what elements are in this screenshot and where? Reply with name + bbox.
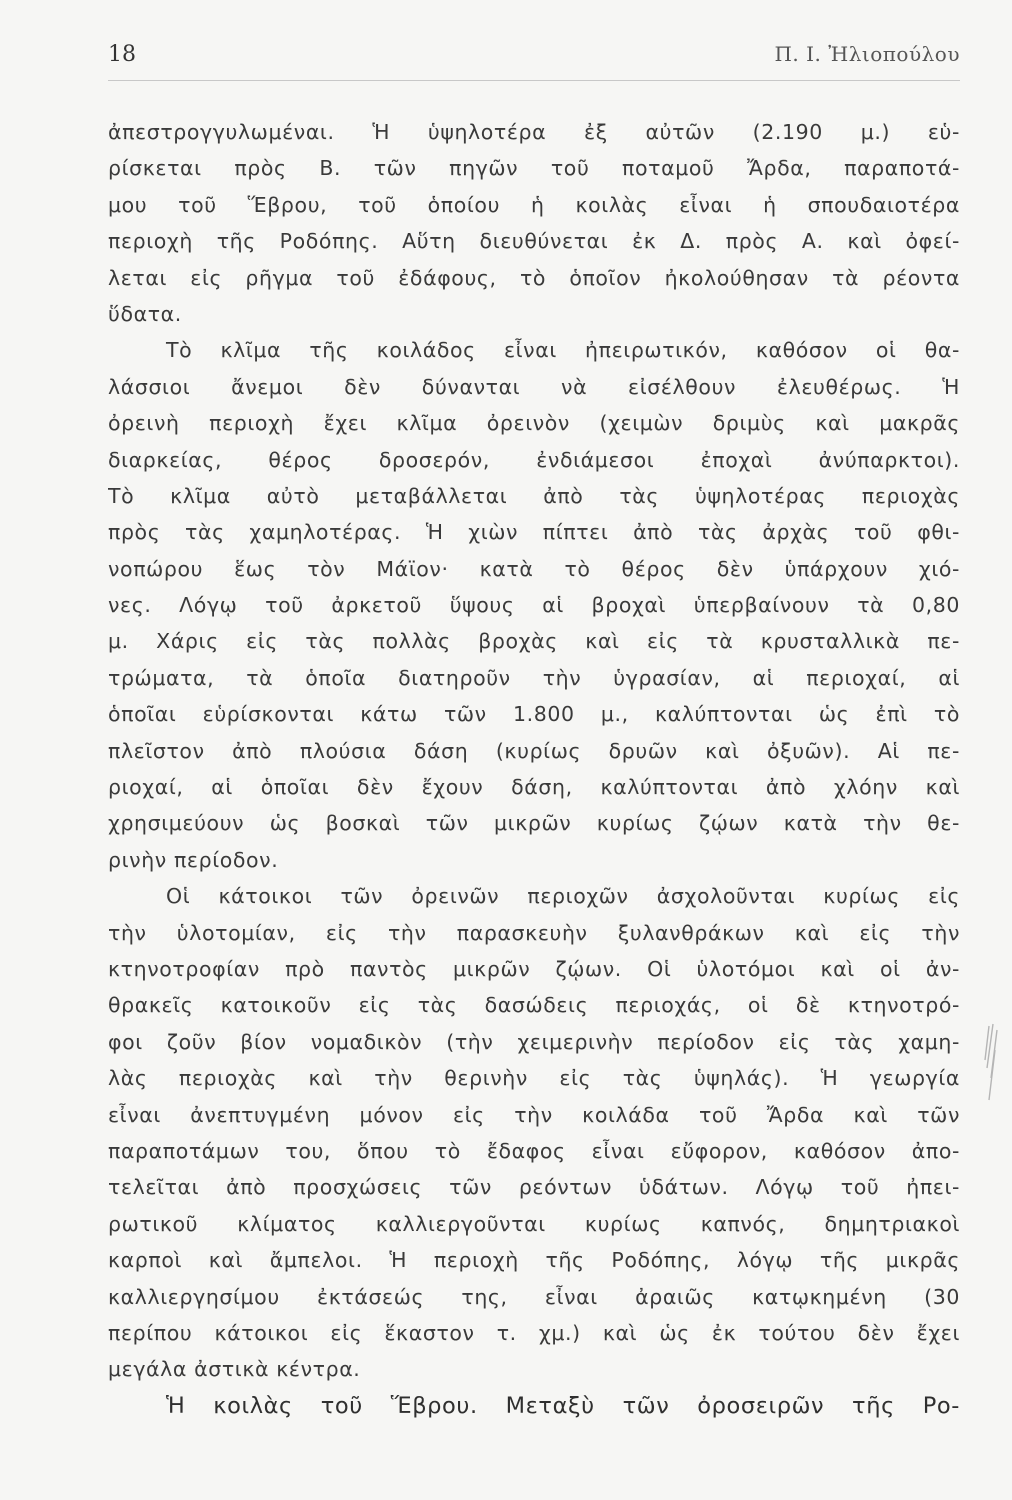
text-line: μεγάλα ἀστικὰ κέντρα.	[108, 1357, 361, 1382]
text-line: ὕδατα.	[108, 301, 182, 326]
text-line: τρώματα, τὰ ὁποῖα διατηροῦν τὴν ὑγρασίαν, αἱ περιοχαί, αἱ	[108, 665, 960, 690]
text-line: περιοχὴ τῆς Ροδόπης. Αὕτη διευθύνεται ἐκ Δ. πρὸς Α. καὶ ὀφεί-	[108, 229, 960, 254]
text-line: ὁποῖαι εὑρίσκονται κάτω τῶν 1.800 μ., καλύπτονται ὡς ἐπὶ τὸ	[108, 702, 960, 727]
text-line: καλλιεργησίμου ἐκτάσεώς της, εἶναι ἀραιῶς κατῳκημένη (30	[108, 1284, 960, 1309]
text-line: ρινὴν περίοδον.	[108, 847, 279, 872]
text-line: λάσσιοι ἄνεμοι δὲν δύνανται νὰ εἰσέλθουν ἐλευθέρως. Ἡ	[108, 374, 960, 399]
text-line: κτηνοτροφίαν πρὸ παντὸς μικρῶν ζῴων. Οἱ ὑλοτόμοι καὶ οἱ ἀν-	[108, 956, 960, 981]
body-text	[108, 114, 960, 1424]
text-line: φοι ζοῦν βίον νομαδικὸν (τὴν χειμερινὴν περίοδον εἰς τὰς χαμη-	[108, 1029, 960, 1054]
page-number: 18	[108, 42, 136, 67]
text-line: Ἡ κοιλὰς τοῦ Ἕβρου. Μεταξὺ τῶν ὀροσειρῶν τῆς Ρο-	[166, 1392, 960, 1419]
text-line: θρακεῖς κατοικοῦν εἰς τὰς δασώδεις περιοχάς, οἱ δὲ κτηνοτρό-	[108, 993, 960, 1018]
text-line: λὰς περιοχὰς καὶ τὴν θερινὴν εἰς τὰς ὑψηλάς). Ἡ γεωργία	[108, 1066, 960, 1091]
page-header	[108, 42, 960, 76]
running-head: Π. Ι. Ἠλιοπούλου	[774, 42, 960, 66]
text-line: εἶναι ἀνεπτυγμένη μόνον εἰς τὴν κοιλάδα τοῦ Ἄρδα καὶ τῶν	[108, 1102, 960, 1127]
text-line: χρησιμεύουν ὡς βοσκαὶ τῶν μικρῶν κυρίως ζῴων κατὰ τὴν θε-	[108, 811, 960, 836]
text-line: Οἱ κάτοικοι τῶν ὀρεινῶν περιοχῶν ἀσχολοῦνται κυρίως εἰς	[166, 884, 960, 909]
text-line: πρὸς τὰς χαμηλοτέρας. Ἡ χιὼν πίπτει ἀπὸ τὰς ἀρχὰς τοῦ φθι-	[108, 520, 960, 545]
text-line: ἀπεστρογγυλωμέναι. Ἡ ὑψηλοτέρα ἐξ αὐτῶν (2.190 μ.) εὑ-	[108, 120, 960, 144]
text-line: ὀρεινὴ περιοχὴ ἔχει κλῖμα ὀρεινὸν (χειμὼν δριμὺς καὶ μακρᾶς	[108, 411, 960, 436]
text-line: περίπου κάτοικοι εἰς ἕκαστον τ. χμ.) καὶ ὡς ἐκ τούτου δὲν ἔχει	[108, 1320, 960, 1345]
pencil-margin-mark	[975, 1020, 1005, 1120]
text-line: λεται εἰς ρῆγμα τοῦ ἐδάφους, τὸ ὁποῖον ἠκολούθησαν τὰ ρέοντα	[108, 265, 960, 290]
text-line: μ. Χάρις εἰς τὰς πολλὰς βροχὰς καὶ εἰς τὰ κρυσταλλικὰ πε-	[108, 629, 960, 654]
text-line: πλεῖστον ἀπὸ πλούσια δάση (κυρίως δρυῶν καὶ ὀξυῶν). Αἱ πε-	[108, 738, 960, 763]
text-line: ρωτικοῦ κλίματος καλλιεργοῦνται κυρίως καπνός, δημητριακοὶ	[108, 1211, 960, 1236]
text-line: καρποὶ καὶ ἄμπελοι. Ἡ περιοχὴ τῆς Ροδόπης, λόγῳ τῆς μικρᾶς	[108, 1248, 960, 1273]
text-line: παραποτάμων του, ὅπου τὸ ἔδαφος εἶναι εὔφορον, καθόσον ἀπο-	[108, 1138, 960, 1163]
text-line: τελεῖται ἀπὸ προσχώσεις τῶν ρεόντων ὑδάτων. Λόγῳ τοῦ ἠπει-	[108, 1175, 960, 1200]
text-line: νοπώρου ἕως τὸν Μάϊον· κατὰ τὸ θέρος δὲν ὑπάρχουν χιό-	[108, 556, 960, 581]
text-line: ριοχαί, αἱ ὁποῖαι δὲν ἔχουν δάση, καλύπτονται ἀπὸ χλόην καὶ	[108, 775, 960, 800]
text-line: Τὸ κλῖμα τῆς κοιλάδος εἶναι ἠπειρωτικόν, καθόσον οἱ θα-	[166, 338, 960, 363]
text-line: μου τοῦ Ἕβρου, τοῦ ὁποίου ἡ κοιλὰς εἶναι ἡ σπουδαιοτέρα	[108, 192, 960, 217]
text-line: ρίσκεται πρὸς Β. τῶν πηγῶν τοῦ ποταμοῦ Ἄρδα, παραποτά-	[108, 156, 960, 181]
text-line: νες. Λόγῳ τοῦ ἀρκετοῦ ὕψους αἱ βροχαὶ ὑπερβαίνουν τὰ 0,80	[108, 593, 960, 618]
header-rule	[108, 80, 960, 81]
text-line: Τὸ κλῖμα αὐτὸ μεταβάλλεται ἀπὸ τὰς ὑψηλοτέρας περιοχὰς	[108, 483, 960, 508]
text-line: τὴν ὑλοτομίαν, εἰς τὴν παρασκευὴν ξυλανθράκων καὶ εἰς τὴν	[108, 920, 960, 945]
text-line: διαρκείας, θέρος δροσερόν, ἐνδιάμεσοι ἐποχαὶ ἀνύπαρκτοι).	[108, 447, 960, 472]
